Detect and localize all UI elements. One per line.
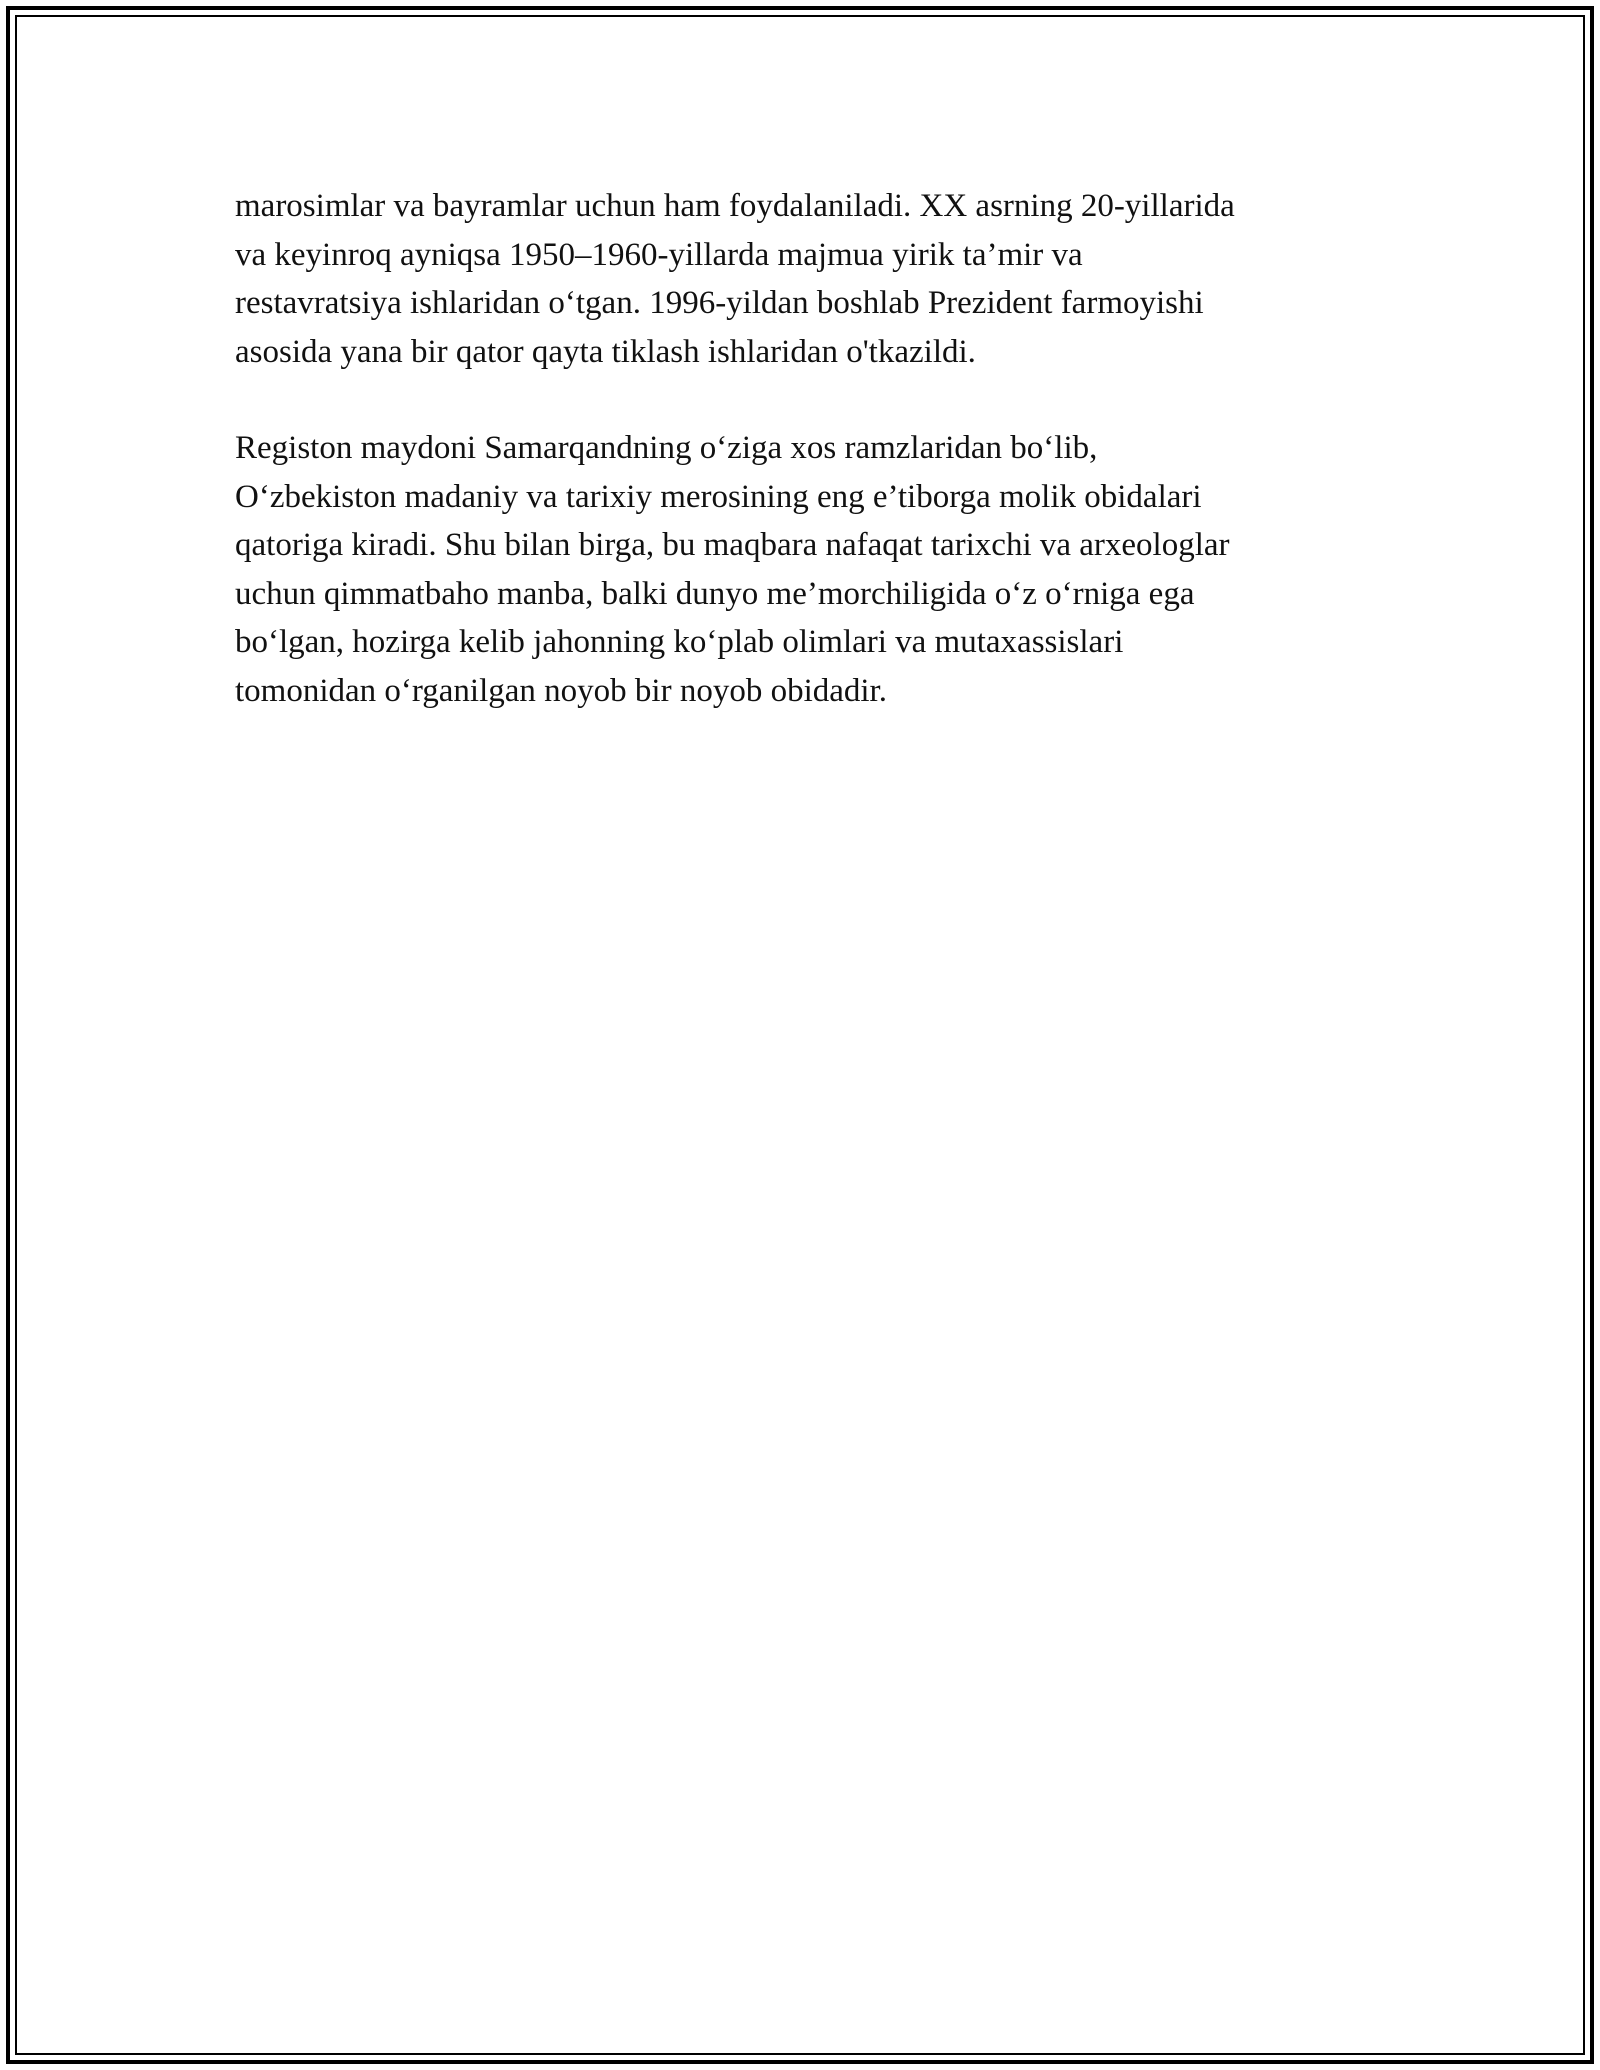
paragraph-line: qatoriga kiradi. Shu bilan birga, bu maqbara nafaqat tarixchi va arxeologlar xyxy=(235,527,1230,563)
paragraph-line: restavratsiya ishlaridan o‘tgan. 1996-yildan boshlab Prezident farmoyishi xyxy=(235,285,1204,321)
paragraph-line: tomonidan o‘rganilgan noyob bir noyob obidadir. xyxy=(235,672,887,709)
paragraph-line: va keyinroq ayniqsa 1950–1960-yillarda majmua yirik ta’mir va xyxy=(235,236,1083,273)
paragraph-line: O‘zbekiston madaniy va tarixiy merosining eng e’tiborga molik obidalari xyxy=(235,478,1202,515)
paragraph-line: asosida yana bir qator qayta tiklash ishlaridan o'tkazildi. xyxy=(235,333,976,370)
paragraph-2 xyxy=(235,424,1375,715)
paragraph-line: bo‘lgan, hozirga kelib jahonning ko‘plab olimlari va mutaxassislari xyxy=(235,624,1124,660)
paragraph-line: marosimlar va bayramlar uchun ham foydalaniladi. XX asrning 20-yillarida xyxy=(235,188,1235,224)
paragraph-line: Registon maydoni Samarqandning o‘ziga xos ramzlaridan bo‘lib, xyxy=(235,430,1098,466)
paragraph-1 xyxy=(235,182,1375,376)
document-body xyxy=(235,182,1375,763)
paragraph-line: uchun qimmatbaho manba, balki dunyo me’morchiligida o‘z o‘rniga ega xyxy=(235,575,1195,612)
